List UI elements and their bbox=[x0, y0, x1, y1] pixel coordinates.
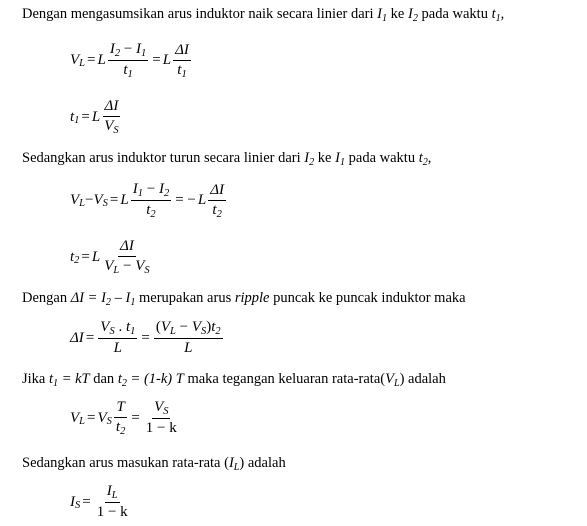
p3-text: Dengan bbox=[22, 290, 71, 306]
eq6-lhs: V bbox=[70, 409, 80, 426]
p5-expr: I bbox=[228, 455, 234, 471]
eq1-minus: − bbox=[120, 41, 137, 57]
eq3-equals-neg: = − bbox=[175, 192, 196, 208]
p3-sub: 1 bbox=[130, 297, 136, 308]
eq6-fraction-1 bbox=[114, 398, 127, 438]
eq5-fraction-2 bbox=[154, 318, 223, 358]
paragraph-3 bbox=[22, 290, 466, 307]
eq5-num: t bbox=[125, 319, 131, 335]
p2-text: , bbox=[427, 150, 432, 166]
eq3-term: V bbox=[70, 192, 80, 208]
paragraph-1 bbox=[22, 6, 504, 23]
paragraph-4 bbox=[22, 371, 446, 388]
eq5-paren: ( bbox=[155, 319, 161, 335]
eq1-den-sub: 1 bbox=[181, 68, 187, 80]
p1-text: pada waktu bbox=[417, 6, 492, 22]
eq5-num: V bbox=[100, 319, 110, 335]
eq5-den: L bbox=[113, 340, 122, 356]
eq5-num-sub: S bbox=[109, 326, 115, 337]
p3-text: merupakan arus bbox=[135, 290, 235, 306]
p2-text: pada waktu bbox=[345, 150, 419, 166]
eq1-fraction-1 bbox=[108, 40, 148, 81]
p2-sub: 2 bbox=[422, 157, 428, 168]
eq5-fraction-1 bbox=[98, 318, 137, 358]
p4-sub: 1 bbox=[53, 378, 59, 389]
eq7-fraction bbox=[95, 482, 130, 522]
eq3-den: t bbox=[146, 202, 151, 218]
eq1-lhs: V bbox=[70, 52, 80, 68]
eq3-fraction-1 bbox=[131, 180, 171, 221]
p4-text: maka tegangan keluaran rata-rata( bbox=[183, 371, 386, 387]
eq3-term-sub: S bbox=[102, 198, 108, 209]
eq6-num-sub: S bbox=[163, 406, 169, 417]
p2-sym: I bbox=[304, 150, 310, 166]
eq5-num: V bbox=[191, 319, 201, 335]
eq1-fraction-2 bbox=[173, 41, 191, 81]
p1-text: , bbox=[500, 6, 505, 22]
p4-text: dan bbox=[89, 371, 118, 387]
p1-sym: I bbox=[377, 6, 382, 22]
eq1-num: ΔI bbox=[173, 41, 191, 61]
eq6-num: V bbox=[154, 399, 164, 415]
eq2-inductance: L bbox=[91, 108, 101, 125]
p1-sub: 2 bbox=[412, 13, 418, 24]
p3-text: puncak ke puncak induktor maka bbox=[269, 290, 466, 306]
eq3-inductance: L bbox=[197, 192, 207, 208]
eq5-equals: = bbox=[85, 329, 95, 346]
eq4-equals: = bbox=[81, 248, 90, 265]
eq5-num: t bbox=[211, 319, 216, 335]
eq1-inductance: L bbox=[162, 52, 172, 68]
p5-text: Sedangkan arus masukan rata-rata ( bbox=[22, 455, 229, 471]
p2-sym: I bbox=[335, 150, 340, 166]
eq2-den-sub: S bbox=[113, 125, 119, 136]
eq5-num-sub: S bbox=[201, 326, 207, 337]
eq4-den-sub: L bbox=[113, 265, 120, 276]
eq7-den: 1 − k bbox=[96, 504, 128, 520]
eq6-equals: = bbox=[131, 409, 140, 426]
p2-text: ke bbox=[314, 150, 336, 166]
eq5-lhs: ΔI bbox=[70, 329, 84, 346]
eq4-num: ΔI bbox=[118, 237, 136, 257]
eq2-lhs: t bbox=[70, 108, 75, 125]
eq4-lhs: t bbox=[70, 248, 75, 265]
eq2-equals: = bbox=[81, 108, 90, 125]
p1-sub: 1 bbox=[495, 13, 501, 24]
eq6-den-sub: 2 bbox=[120, 426, 126, 437]
p2-sub: 1 bbox=[339, 157, 346, 168]
equation-6 bbox=[70, 398, 181, 438]
p1-sym: t bbox=[491, 6, 496, 22]
p3-ripple: ripple bbox=[234, 290, 270, 306]
p4-expr: V bbox=[385, 371, 394, 387]
p1-text: Dengan mengasumsikan arus induktor naik secara linier dari bbox=[22, 6, 378, 22]
p2-sym: t bbox=[418, 150, 423, 166]
eq4-minus: − bbox=[119, 258, 136, 274]
eq1-num: I bbox=[136, 41, 142, 57]
eq3-term: V bbox=[93, 192, 103, 208]
p4-sub: L bbox=[393, 378, 400, 389]
p3-expr: – I bbox=[110, 290, 131, 306]
p5-sub: L bbox=[233, 462, 240, 473]
equation-3 bbox=[70, 180, 228, 221]
equation-1 bbox=[70, 40, 193, 81]
eq6-term: V bbox=[97, 409, 107, 426]
eq5-equals: = bbox=[141, 329, 150, 346]
eq7-num-sub: L bbox=[111, 490, 118, 501]
eq6-fraction-2 bbox=[144, 398, 179, 438]
eq5-num-sub: 2 bbox=[215, 326, 221, 337]
eq4-fraction bbox=[102, 237, 151, 277]
p1-text: ke bbox=[387, 6, 408, 22]
eq7-lhs: I bbox=[70, 493, 75, 510]
eq1-lhs-sub: L bbox=[79, 58, 86, 69]
eq3-num: I bbox=[132, 181, 138, 197]
equation-5 bbox=[70, 318, 225, 358]
p2-text: Sedangkan arus induktor turun secara linier dari bbox=[22, 150, 305, 166]
equation-7 bbox=[70, 482, 132, 522]
eq2-num: ΔI bbox=[103, 97, 121, 117]
eq5-den: L bbox=[184, 340, 193, 356]
eq1-inductance: L bbox=[97, 52, 106, 68]
eq6-den: 1 − k bbox=[145, 420, 177, 436]
eq4-inductance: L bbox=[91, 248, 101, 265]
eq6-num: T bbox=[114, 398, 126, 418]
eq3-num: I bbox=[158, 181, 164, 197]
eq3-den: t bbox=[212, 201, 217, 218]
p4-text: Jika bbox=[22, 371, 49, 387]
eq3-num-sub: 2 bbox=[163, 188, 170, 199]
eq7-num: I bbox=[106, 483, 112, 499]
eq5-minus: − bbox=[175, 319, 192, 335]
eq7-equals: = bbox=[82, 493, 91, 510]
p4-expr: = (1-k) T bbox=[126, 371, 184, 387]
eq1-equals: = bbox=[152, 52, 161, 68]
eq2-lhs-sub: 1 bbox=[74, 114, 80, 126]
eq3-den-sub: 2 bbox=[216, 208, 222, 220]
eq5-num: V bbox=[160, 319, 171, 335]
eq7-lhs-sub: S bbox=[75, 499, 81, 511]
eq3-num-sub: 1 bbox=[137, 188, 143, 199]
eq5-num-sub: 1 bbox=[130, 326, 136, 337]
eq3-minus: − bbox=[85, 192, 94, 208]
paragraph-2 bbox=[22, 150, 431, 167]
p3-expr: ΔI = I bbox=[70, 290, 106, 306]
eq1-den: t bbox=[177, 61, 182, 78]
eq5-dot: . bbox=[114, 319, 126, 335]
paragraph-5 bbox=[22, 455, 286, 472]
p4-sub: 2 bbox=[121, 378, 127, 389]
p5-text: ) adalah bbox=[239, 455, 286, 471]
equation-4 bbox=[70, 237, 154, 277]
eq1-num-sub: 1 bbox=[141, 48, 147, 59]
p4-expr: t bbox=[117, 371, 122, 387]
eq1-equals: = bbox=[87, 52, 96, 68]
p1-sub: 1 bbox=[381, 13, 388, 24]
eq2-fraction bbox=[102, 97, 120, 137]
eq3-equals: = bbox=[109, 192, 119, 208]
eq3-fraction-2 bbox=[208, 181, 226, 221]
eq3-num: ΔI bbox=[208, 181, 226, 201]
eq6-lhs-sub: L bbox=[79, 415, 86, 427]
eq1-num: I bbox=[109, 41, 115, 57]
eq3-den-sub: 2 bbox=[150, 209, 156, 220]
eq5-num-sub: L bbox=[170, 326, 176, 337]
eq4-den-sub: S bbox=[144, 265, 150, 276]
eq1-den-sub: 1 bbox=[127, 69, 133, 80]
p4-expr: t bbox=[48, 371, 54, 387]
eq4-den: V bbox=[135, 258, 145, 274]
eq4-den: V bbox=[104, 258, 114, 274]
eq6-den: t bbox=[115, 419, 121, 435]
p4-expr: = kT bbox=[58, 371, 90, 387]
equation-2 bbox=[70, 97, 123, 137]
eq1-num-sub: 2 bbox=[114, 48, 121, 59]
eq6-term-sub: S bbox=[106, 415, 112, 427]
eq1-den: t bbox=[123, 62, 128, 78]
eq3-inductance: L bbox=[120, 192, 129, 208]
eq4-lhs-sub: 2 bbox=[74, 254, 80, 266]
p2-sub: 2 bbox=[309, 157, 315, 168]
eq3-minus: − bbox=[142, 181, 159, 197]
p4-text: ) adalah bbox=[399, 371, 446, 387]
eq2-den: V bbox=[104, 118, 114, 134]
eq5-paren: ) bbox=[206, 319, 212, 335]
p3-sub: 2 bbox=[105, 297, 111, 308]
p1-sym: I bbox=[407, 6, 413, 22]
eq3-term-sub: L bbox=[79, 198, 86, 209]
eq6-equals: = bbox=[87, 409, 96, 426]
